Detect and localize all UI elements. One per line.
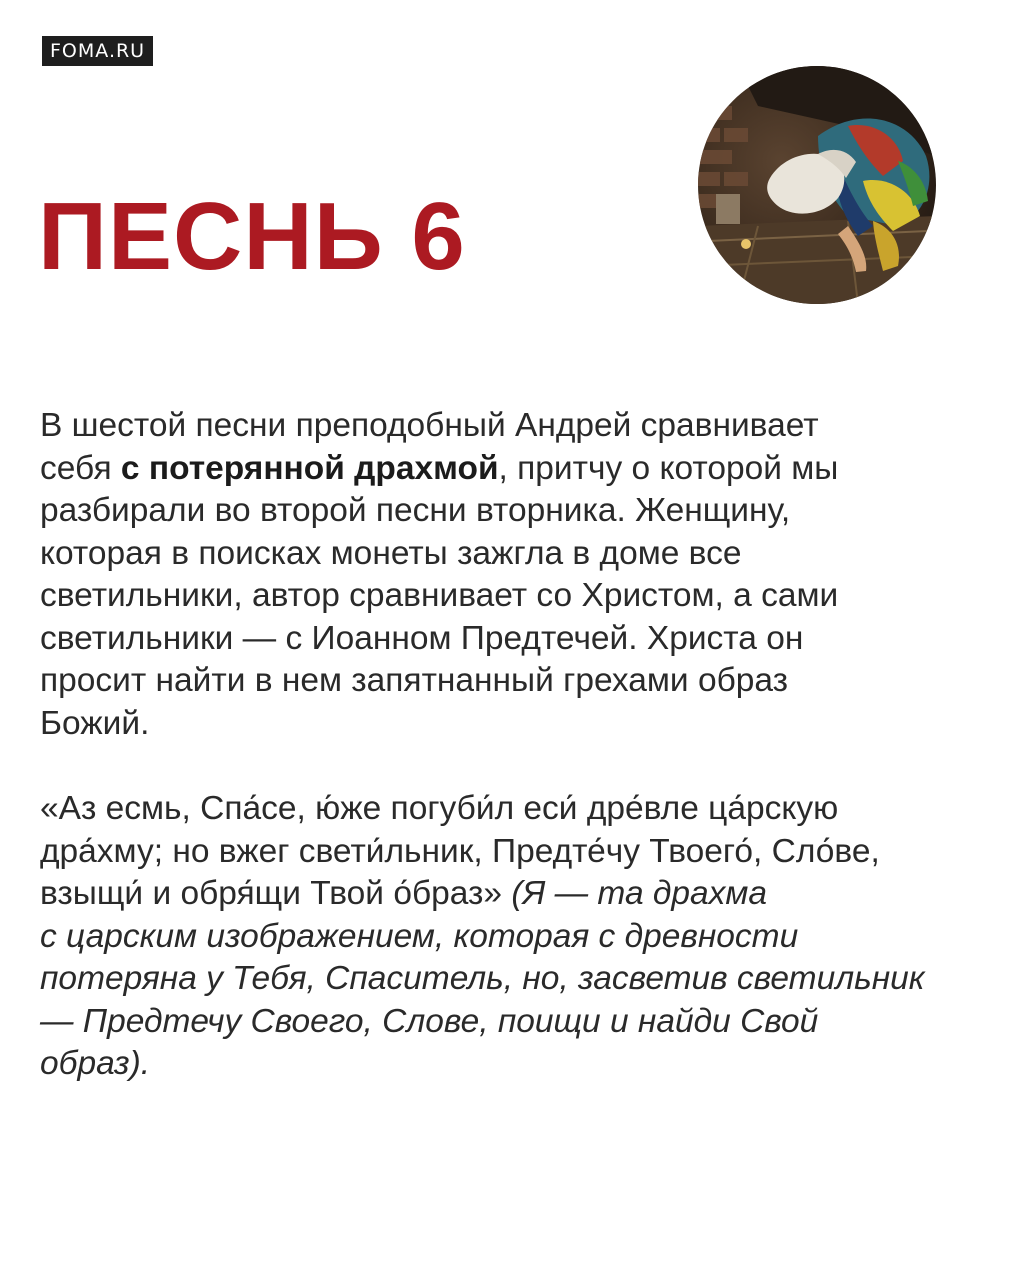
lost-drachma-phrase: с потерянной драхмой [120,449,499,487]
intro-line-1: В шестой песни преподобный Андрей сравнивает [40,407,819,444]
intro-line-6: светильники — с Иоанном Предтечей. Христа он [40,619,804,657]
translation-line-7: образ). [40,1045,151,1082]
quote-line-2: дра́хму; но вжег свети́льник, Предте́чу Твоего́, Сло́ве, [40,832,880,870]
translation-line-5: потеряна у Тебя, Спаситель, но, засветив светильник [40,960,925,997]
quote-line-3-start: взыщи́ и обря́щи Твой о́браз» [40,875,512,912]
translation-line-4: с царским изображением, которая с древности [40,917,799,955]
translation-line-3: (Я — та драхма [511,875,768,912]
intro-line-8: Божий. [40,704,150,742]
quote-line-1: «Аз есмь, Спа́се, ю́же погуби́л еси́ дре́вле ца́рскую [40,790,839,827]
painting-woman-searching-icon [698,66,936,304]
intro-paragraph [40,405,990,745]
intro-line-4: которая в поисках монеты зажгла в доме все [40,534,742,572]
intro-line-2-start: себя [40,449,121,487]
intro-line-5: светильники, автор сравнивает со Христом, а сами [40,577,839,614]
intro-line-3: разбирали во второй песни вторника. Женщину, [40,492,791,529]
intro-line-7: просит найти в нем запятнанный грехами образ [40,662,789,699]
intro-line-2-end: , притчу о которой мы [498,449,839,487]
page-title: ПЕСНЬ 6 [38,183,466,290]
foma-logo: FOMA.RU [42,36,153,66]
quote-paragraph [40,788,990,1086]
translation-line-6: — Предтечу Своего, Слове, поищи и найди Свой [40,1002,819,1040]
